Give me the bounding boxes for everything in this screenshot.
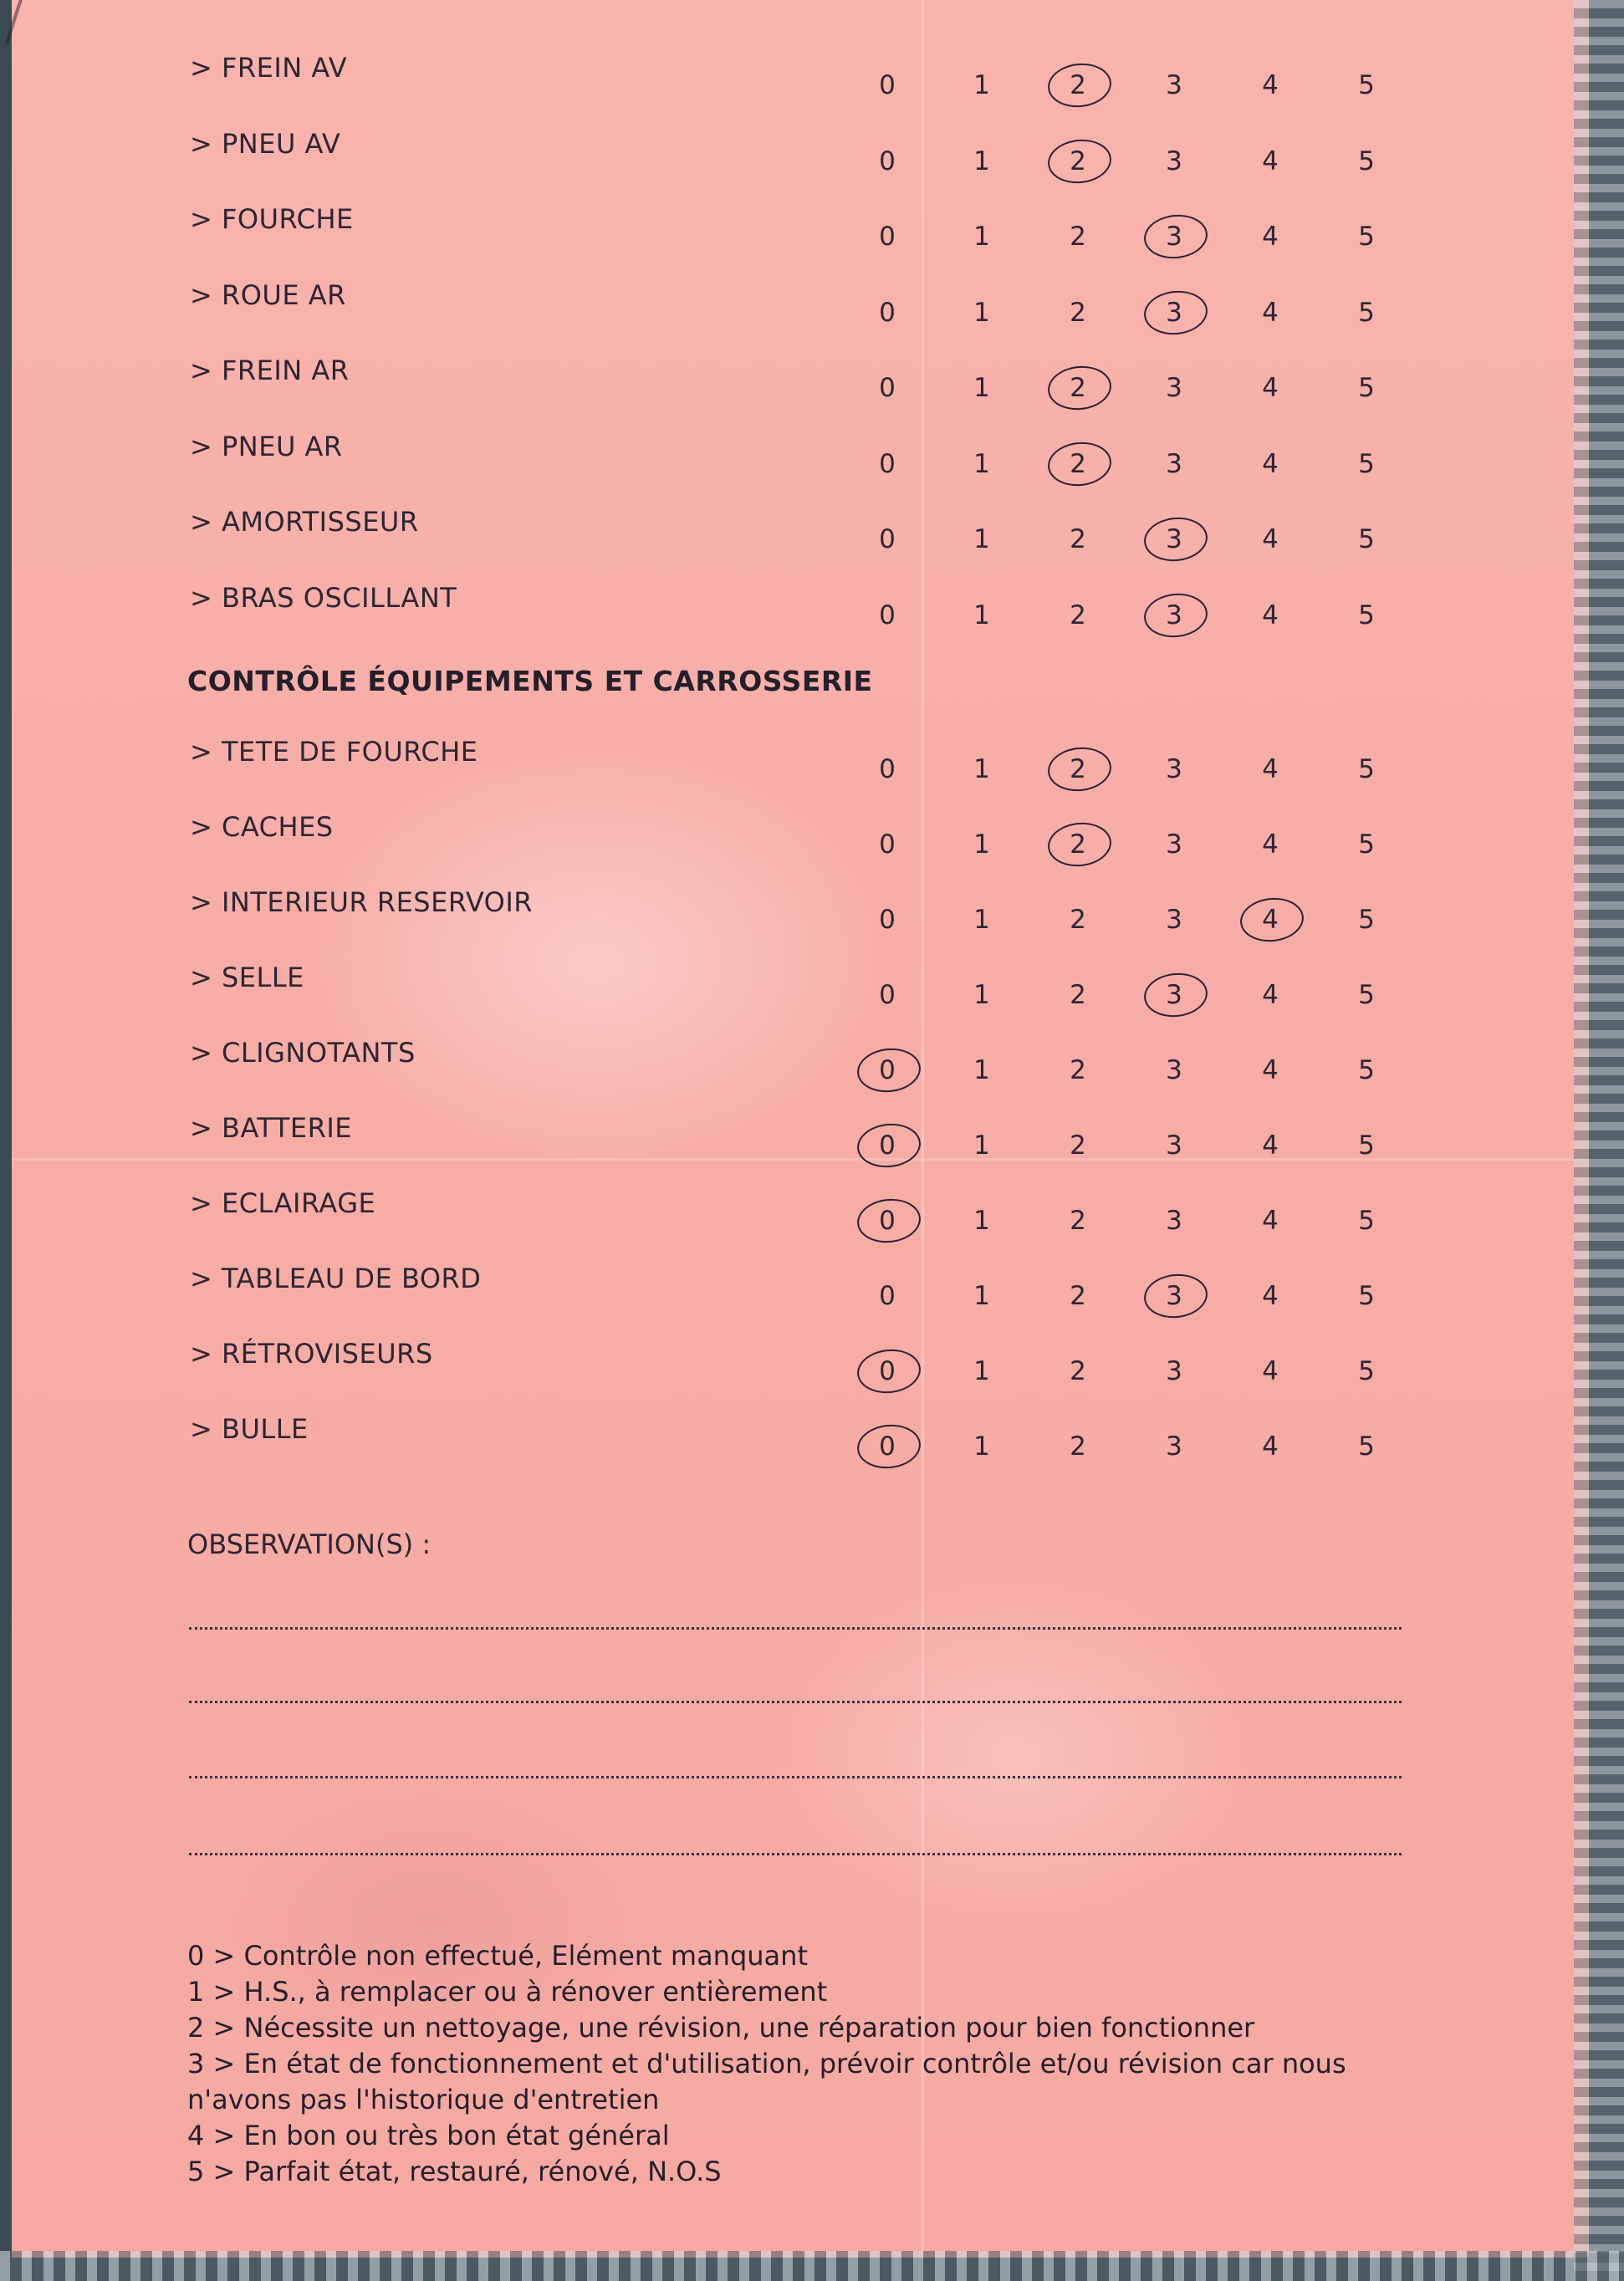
observation-line-4[interactable] <box>189 1853 1402 1855</box>
checklist-row <box>12 279 1589 329</box>
score-option[interactable]: 1 <box>973 1356 990 1386</box>
score-option[interactable]: 1 <box>973 448 990 479</box>
score-option[interactable]: 4 <box>1262 524 1279 554</box>
score-option[interactable]: 3 <box>1166 829 1182 860</box>
score-option[interactable]: 3 <box>1166 1130 1182 1161</box>
score-option[interactable]: 1 <box>973 70 990 100</box>
checklist-row <box>12 355 1589 405</box>
score-option-selected[interactable]: 0 <box>862 1202 912 1239</box>
item-label: > BULLE <box>190 1413 309 1445</box>
score-option[interactable]: 0 <box>879 524 896 554</box>
checklist-row <box>12 128 1589 178</box>
checklist-row <box>12 886 1589 936</box>
score-option-selected[interactable]: 2 <box>1053 446 1103 482</box>
score-option[interactable]: 1 <box>973 1130 990 1161</box>
item-label: > TETE DE FOURCHE <box>190 736 478 768</box>
score-option[interactable]: 5 <box>1358 1206 1375 1236</box>
score-option[interactable]: 5 <box>1358 600 1375 630</box>
score-option[interactable]: 5 <box>1358 1055 1375 1085</box>
score-option[interactable]: 4 <box>1262 1055 1279 1085</box>
checklist-row <box>12 1037 1589 1087</box>
score-option[interactable]: 1 <box>973 297 990 328</box>
score-option[interactable]: 2 <box>1070 297 1086 328</box>
score-option[interactable]: 4 <box>1262 1356 1279 1386</box>
score-option[interactable]: 5 <box>1358 297 1375 328</box>
item-label: > CACHES <box>190 811 334 843</box>
checklist-row <box>12 52 1589 102</box>
score-option[interactable]: 0 <box>879 70 896 100</box>
item-label: > INTERIEUR RESERVOIR <box>190 886 533 918</box>
score-option-selected[interactable]: 0 <box>862 1353 912 1390</box>
legend-item-2: 2 > Nécessite un nettoyage, une révision, une réparation pour bien fonctionner <box>187 2012 1255 2044</box>
score-option[interactable]: 0 <box>879 222 896 252</box>
item-label: > BRAS OSCILLANT <box>190 581 457 614</box>
score-legend <box>187 1938 1408 2190</box>
checklist-row <box>12 736 1589 786</box>
score-option[interactable]: 4 <box>1262 1130 1279 1161</box>
score-option[interactable]: 3 <box>1166 905 1182 935</box>
observation-line-2[interactable] <box>189 1701 1402 1703</box>
score-option[interactable]: 0 <box>879 1281 896 1311</box>
score-option-selected[interactable]: 0 <box>862 1127 912 1164</box>
score-option[interactable]: 5 <box>1358 373 1375 403</box>
score-option-selected[interactable]: 2 <box>1053 826 1103 863</box>
score-option[interactable]: 2 <box>1070 1055 1086 1085</box>
score-option[interactable]: 2 <box>1070 1206 1086 1236</box>
item-label: > FREIN AR <box>190 355 350 386</box>
score-option[interactable]: 5 <box>1358 70 1375 100</box>
score-option-selected[interactable]: 3 <box>1149 294 1199 331</box>
score-option[interactable]: 2 <box>1070 905 1086 935</box>
score-option[interactable]: 3 <box>1166 1206 1182 1236</box>
score-option[interactable]: 5 <box>1358 754 1375 784</box>
score-option[interactable]: 1 <box>973 1431 990 1462</box>
score-option[interactable]: 5 <box>1358 222 1375 252</box>
score-option[interactable]: 2 <box>1070 1431 1086 1462</box>
score-option[interactable]: 5 <box>1358 145 1375 176</box>
observations-label: OBSERVATION(S) : <box>187 1528 432 1560</box>
item-label: > SELLE <box>190 962 304 993</box>
plastic-sleeve-edge <box>1574 0 1624 2281</box>
score-option[interactable]: 3 <box>1166 1356 1182 1386</box>
section-title-equipment: CONTRÔLE ÉQUIPEMENTS ET CARROSSERIE <box>187 665 873 697</box>
score-option-selected[interactable]: 2 <box>1053 143 1103 180</box>
score-option[interactable]: 2 <box>1070 1130 1086 1161</box>
legend-item-0: 0 > Contrôle non effectué, Elément manquant <box>187 1940 808 1972</box>
score-option[interactable]: 5 <box>1358 448 1375 479</box>
score-option[interactable]: 1 <box>973 829 990 860</box>
score-option[interactable]: 0 <box>879 754 896 784</box>
item-label: > FOURCHE <box>190 203 354 235</box>
checklist-row <box>12 582 1589 632</box>
legend-item-5: 5 > Parfait état, restauré, rénové, N.O.S <box>187 2156 722 2187</box>
score-option[interactable]: 5 <box>1358 524 1375 554</box>
score-option[interactable]: 5 <box>1358 1281 1375 1311</box>
score-option[interactable]: 2 <box>1070 222 1086 252</box>
score-option[interactable]: 0 <box>879 373 896 403</box>
score-option-selected[interactable]: 3 <box>1149 521 1199 558</box>
score-option[interactable]: 2 <box>1070 1356 1086 1386</box>
score-option[interactable]: 0 <box>879 829 896 860</box>
item-label: > FREIN AV <box>190 52 348 84</box>
score-option[interactable]: 1 <box>973 373 990 403</box>
score-option[interactable]: 1 <box>973 754 990 784</box>
score-option[interactable]: 5 <box>1358 829 1375 860</box>
score-option[interactable]: 4 <box>1262 1281 1279 1311</box>
score-option[interactable]: 1 <box>973 222 990 252</box>
score-option-selected[interactable]: 0 <box>862 1428 912 1465</box>
checklist-row <box>12 1338 1589 1388</box>
checklist-row <box>12 431 1589 481</box>
legend-item-3: 3 > En état de fonctionnement et d'utilisation, prévoir contrôle et/ou révision car nous n'avons pas l'historique d'entretien <box>187 2048 1346 2115</box>
score-option[interactable]: 0 <box>879 600 896 630</box>
score-option-selected[interactable]: 3 <box>1149 597 1199 634</box>
score-option-selected[interactable]: 3 <box>1149 977 1199 1013</box>
score-option[interactable]: 5 <box>1358 980 1375 1010</box>
pen-mark <box>5 0 53 54</box>
item-label: > RÉTROVISEURS <box>190 1338 433 1370</box>
plastic-sleeve-bottom <box>0 2251 1624 2281</box>
checklist-row <box>12 1263 1589 1313</box>
observation-line-3[interactable] <box>189 1776 1402 1778</box>
inspection-sheet <box>12 0 1589 2258</box>
legend-item-1: 1 > H.S., à remplacer ou à rénover entièrement <box>187 1976 828 2008</box>
score-option[interactable]: 4 <box>1262 145 1279 176</box>
score-option[interactable]: 4 <box>1262 829 1279 860</box>
score-option[interactable]: 4 <box>1262 448 1279 479</box>
score-option-selected[interactable]: 3 <box>1149 1278 1199 1314</box>
score-option[interactable]: 3 <box>1166 70 1182 100</box>
score-option[interactable]: 1 <box>973 980 990 1010</box>
item-label: > ECLAIRAGE <box>190 1187 376 1219</box>
score-option[interactable]: 2 <box>1070 980 1086 1010</box>
score-option[interactable]: 2 <box>1070 1281 1086 1311</box>
checklist-row <box>12 1187 1589 1237</box>
score-option[interactable]: 1 <box>973 1281 990 1311</box>
score-option[interactable]: 2 <box>1070 524 1086 554</box>
score-option[interactable]: 1 <box>973 145 990 176</box>
score-option[interactable]: 4 <box>1262 980 1279 1010</box>
item-label: > PNEU AV <box>190 127 341 160</box>
score-option[interactable]: 4 <box>1262 70 1279 100</box>
item-label: > CLIGNOTANTS <box>190 1037 416 1069</box>
score-option[interactable]: 3 <box>1166 754 1182 784</box>
checklist-row <box>12 962 1589 1012</box>
score-option-selected[interactable]: 2 <box>1053 751 1103 788</box>
score-option[interactable]: 1 <box>973 524 990 554</box>
score-option[interactable]: 1 <box>973 1055 990 1085</box>
score-option[interactable]: 0 <box>879 145 896 176</box>
score-option[interactable]: 0 <box>879 448 896 479</box>
score-option[interactable]: 3 <box>1166 448 1182 479</box>
score-option[interactable]: 0 <box>879 297 896 328</box>
score-option[interactable]: 2 <box>1070 600 1086 630</box>
checklist-row <box>12 1112 1589 1162</box>
item-label: > PNEU AR <box>190 430 343 462</box>
item-label: > AMORTISSEUR <box>190 506 419 538</box>
checklist-row <box>12 203 1589 253</box>
score-option[interactable]: 4 <box>1262 600 1279 630</box>
observation-line-1[interactable] <box>189 1627 1402 1630</box>
score-option[interactable]: 5 <box>1358 1130 1375 1161</box>
score-option[interactable]: 4 <box>1262 754 1279 784</box>
score-option[interactable]: 0 <box>879 980 896 1010</box>
checklist-row <box>12 811 1589 861</box>
score-option[interactable]: 1 <box>973 600 990 630</box>
score-option[interactable]: 5 <box>1358 905 1375 935</box>
score-option[interactable]: 4 <box>1262 1206 1279 1236</box>
score-option-selected[interactable]: 3 <box>1149 218 1199 255</box>
score-option[interactable]: 3 <box>1166 145 1182 176</box>
score-option[interactable]: 1 <box>973 1206 990 1236</box>
score-option[interactable]: 0 <box>879 905 896 935</box>
score-option-selected[interactable]: 2 <box>1053 67 1103 104</box>
score-option[interactable]: 1 <box>973 905 990 935</box>
score-option[interactable]: 4 <box>1262 297 1279 328</box>
score-option[interactable]: 3 <box>1166 1431 1182 1462</box>
score-option-selected[interactable]: 2 <box>1053 370 1103 406</box>
score-option[interactable]: 4 <box>1262 222 1279 252</box>
score-option[interactable]: 5 <box>1358 1431 1375 1462</box>
score-option-selected[interactable]: 0 <box>862 1052 912 1089</box>
item-label: > ROUE AR <box>190 278 346 311</box>
score-option-selected[interactable]: 4 <box>1245 901 1295 938</box>
item-label: > TABLEAU DE BORD <box>190 1263 482 1294</box>
item-label: > BATTERIE <box>190 1112 352 1144</box>
legend-item-4: 4 > En bon ou très bon état général <box>187 2120 670 2151</box>
checklist-row <box>12 1413 1589 1463</box>
checklist-row <box>12 506 1589 556</box>
score-option[interactable]: 3 <box>1166 373 1182 403</box>
score-option[interactable]: 4 <box>1262 373 1279 403</box>
score-option[interactable]: 5 <box>1358 1356 1375 1386</box>
score-option[interactable]: 3 <box>1166 1055 1182 1085</box>
score-option[interactable]: 4 <box>1262 1431 1279 1462</box>
